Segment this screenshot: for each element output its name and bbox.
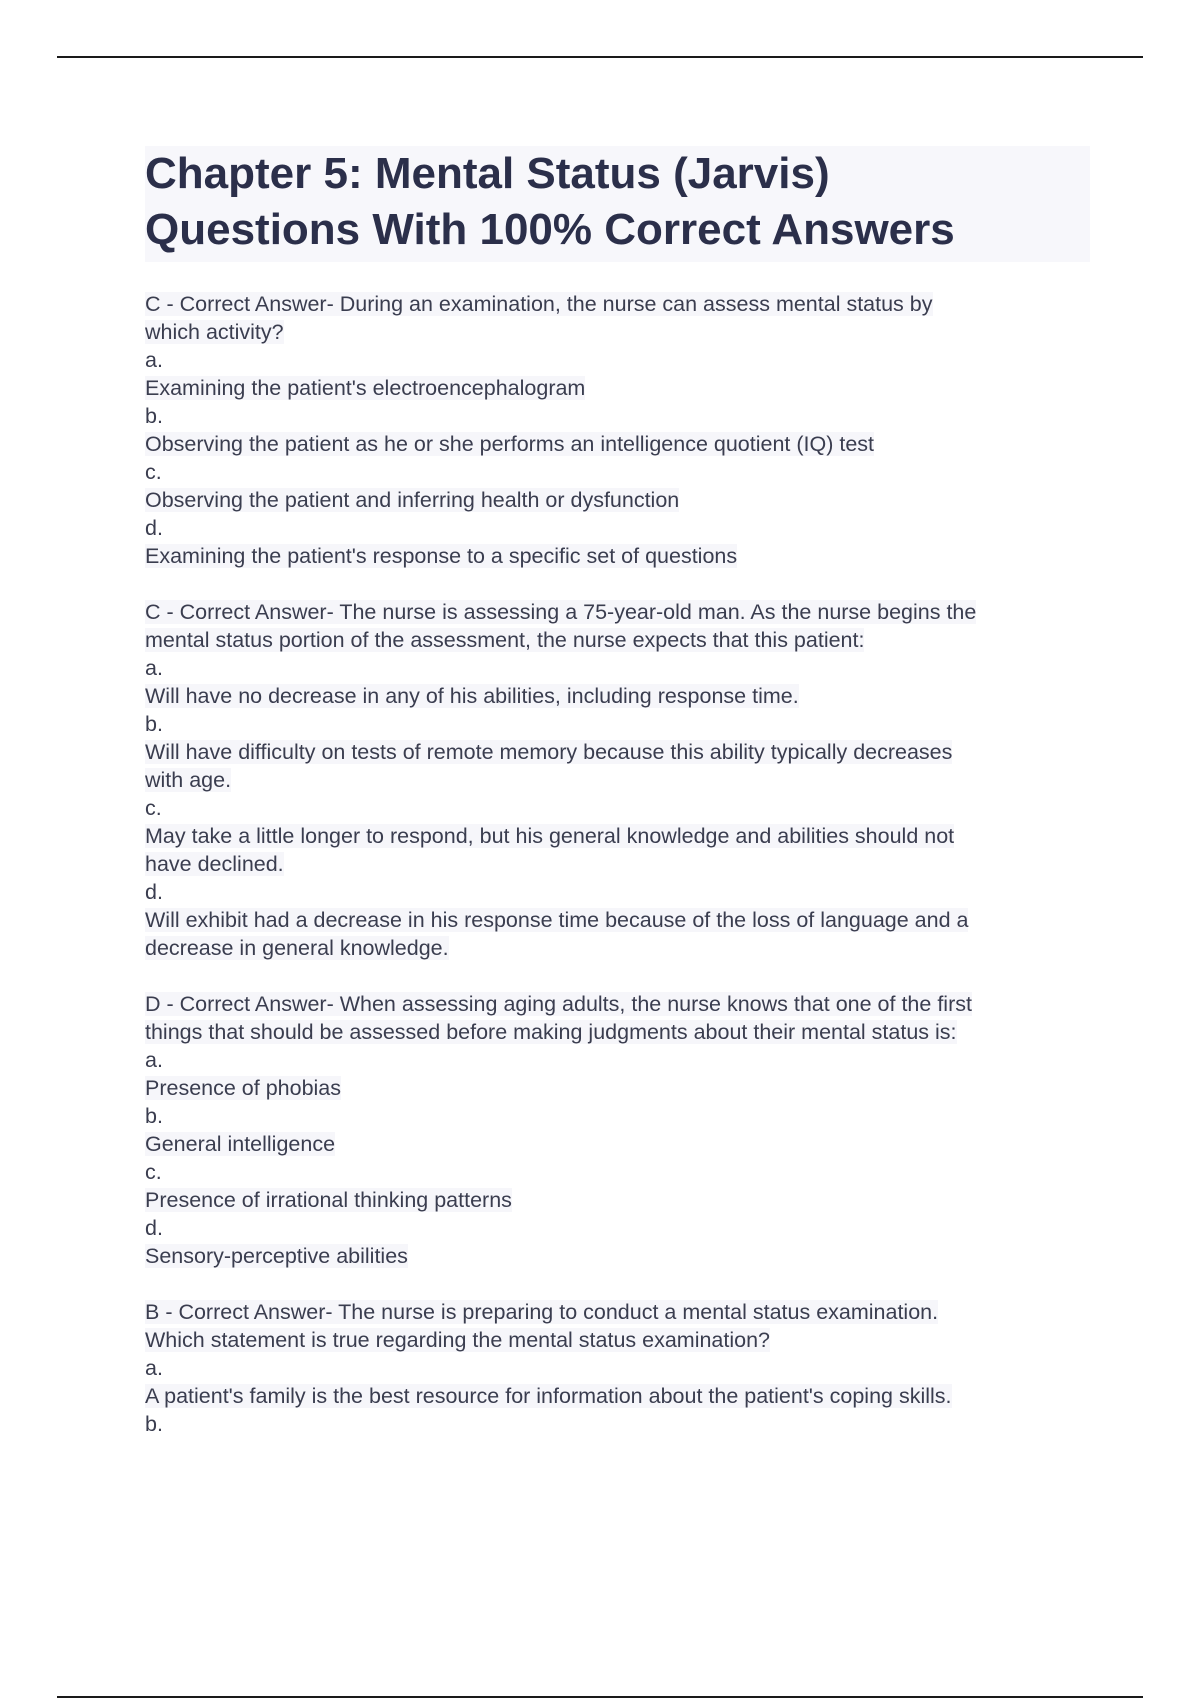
option-letter: d. [145, 880, 163, 904]
question-stem-line: which activity? [145, 320, 284, 344]
question-block [145, 1298, 1090, 1438]
option-text-line: Presence of irrational thinking patterns [145, 1188, 512, 1212]
question-stem-line: C - Correct Answer- The nurse is assessing a 75-year-old man. As the nurse begins the [145, 600, 977, 624]
option-text-line: May take a little longer to respond, but his general knowledge and abilities should not [145, 824, 955, 848]
option-letter: d. [145, 516, 163, 540]
option-letter: c. [145, 796, 162, 820]
option-text-line: Observing the patient and inferring health or dysfunction [145, 488, 680, 512]
option-text-line: Examining the patient's response to a specific set of questions [145, 544, 738, 568]
title-line-1: Chapter 5: Mental Status (Jarvis) [145, 149, 830, 198]
option-letter: a. [145, 1048, 163, 1072]
question-block [145, 990, 1090, 1270]
question-stem-line: things that should be assessed before making judgments about their mental status is: [145, 1020, 957, 1044]
question-stem-line: C - Correct Answer- During an examination, the nurse can assess mental status by [145, 292, 933, 316]
option-text-line: Sensory-perceptive abilities [145, 1244, 408, 1268]
top-rule [57, 56, 1143, 58]
question-block [145, 598, 1090, 962]
option-letter: c. [145, 460, 162, 484]
option-letter: c. [145, 1160, 162, 1184]
option-letter: a. [145, 348, 163, 372]
option-letter: d. [145, 1216, 163, 1240]
option-text-line: Examining the patient's electroencephalogram [145, 376, 586, 400]
option-letter: b. [145, 1104, 163, 1128]
option-text-line: Observing the patient as he or she performs an intelligence quotient (IQ) test [145, 432, 875, 456]
question-block [145, 290, 1090, 570]
option-letter: b. [145, 712, 163, 736]
option-text-line: decrease in general knowledge. [145, 936, 449, 960]
option-text-line: Will exhibit had a decrease in his response time because of the loss of language and a [145, 908, 969, 932]
question-list [145, 290, 1090, 1438]
option-letter: a. [145, 1356, 163, 1380]
option-text-line: Presence of phobias [145, 1076, 342, 1100]
question-stem-line: mental status portion of the assessment, the nurse expects that this patient: [145, 628, 865, 652]
option-text-line: General intelligence [145, 1132, 336, 1156]
bottom-rule [57, 1696, 1143, 1698]
option-text-line: Will have no decrease in any of his abilities, including response time. [145, 684, 799, 708]
question-stem-line: B - Correct Answer- The nurse is preparing to conduct a mental status examination. [145, 1300, 939, 1324]
option-text-line: A patient's family is the best resource for information about the patient's coping skills. [145, 1384, 952, 1408]
option-letter: a. [145, 656, 163, 680]
question-stem-line: Which statement is true regarding the mental status examination? [145, 1328, 771, 1352]
question-stem-line: D - Correct Answer- When assessing aging adults, the nurse knows that one of the first [145, 992, 972, 1016]
option-letter: b. [145, 404, 163, 428]
title-line-2: Questions With 100% Correct Answers [145, 205, 955, 254]
document-body [145, 146, 1090, 1466]
option-text-line: Will have difficulty on tests of remote memory because this ability typically decreases [145, 740, 953, 764]
option-text-line: with age. [145, 768, 232, 792]
page-title [145, 146, 1090, 262]
option-text-line: have declined. [145, 852, 284, 876]
option-letter: b. [145, 1412, 163, 1436]
